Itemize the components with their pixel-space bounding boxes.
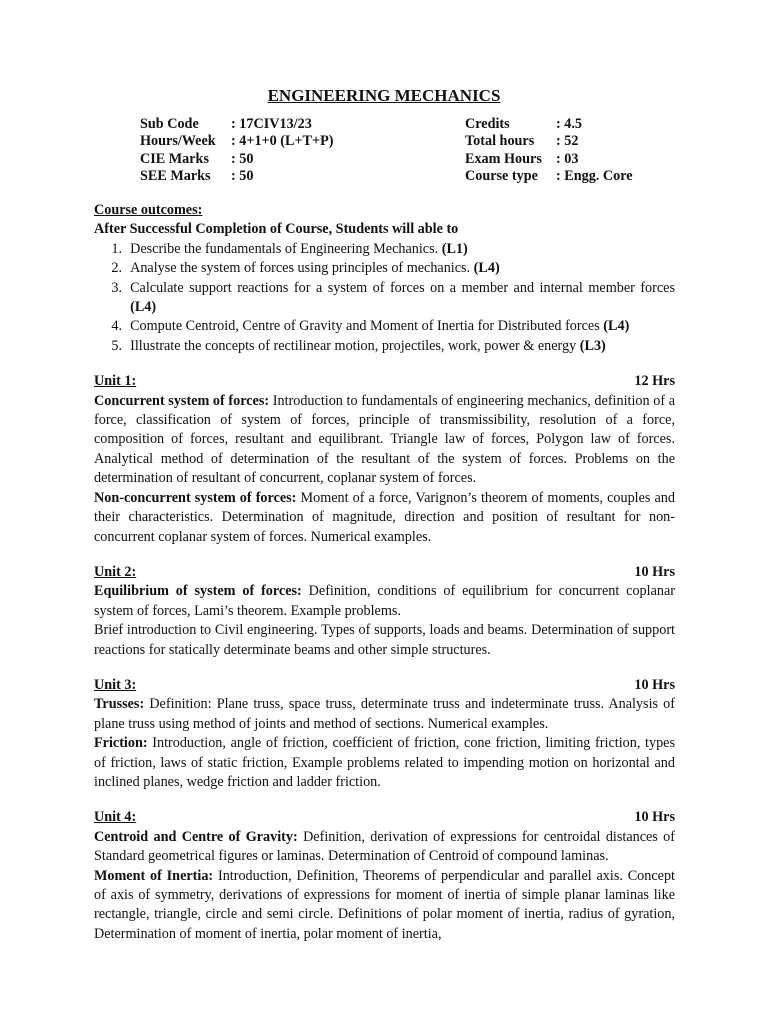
meta-value: : 17CIV13/23: [231, 116, 312, 132]
topic-heading: Friction:: [94, 735, 148, 752]
topic-heading: Non-concurrent system of forces:: [94, 489, 297, 506]
unit-label: Unit 1:: [94, 373, 137, 390]
meta-value: : 4+1+0 (L+T+P): [231, 133, 334, 150]
unit-hours: 12 Hrs: [634, 373, 675, 390]
meta-row-credits: [465, 116, 633, 133]
unit-paragraph: [94, 734, 675, 792]
meta-key: Exam Hours: [465, 150, 542, 167]
list-number: 3.: [111, 279, 122, 296]
outcome-text: Analyse the system of forces using principles of mechanics.: [130, 260, 474, 277]
meta-row-course-type: [465, 168, 633, 185]
meta-row-hours-week: [140, 133, 333, 150]
unit-paragraph: [94, 582, 675, 621]
meta-row-see-marks: [140, 168, 333, 185]
unit-paragraph: [94, 489, 675, 547]
outcome-level: (L3): [579, 337, 606, 354]
topic-text: Brief introduction to Civil engineering. Types of supports, loads and beams. Determination of support reactions for statically determinate beams and other simple structures.: [94, 622, 675, 658]
meta-key: Hours/Week: [140, 133, 216, 150]
meta-key: Course type: [465, 167, 538, 184]
outcome-level: (L4): [473, 260, 500, 277]
page-title: ENGINEERING MECHANICS: [267, 86, 501, 105]
outcome-level: (L1): [441, 240, 468, 257]
outcomes-list: [94, 240, 675, 356]
unit-heading: [94, 808, 675, 827]
outcomes-heading: Course outcomes:: [94, 202, 203, 218]
course-meta-left: [140, 116, 333, 185]
meta-key: Sub Code: [140, 116, 199, 132]
unit-label: Unit 2:: [94, 563, 137, 580]
meta-key: Total hours: [465, 133, 535, 150]
list-number: 1.: [111, 240, 122, 257]
unit-paragraph: [94, 392, 675, 489]
outcome-text: Calculate support reactions for a system of forces on a member and internal member forces: [130, 279, 675, 296]
outcomes-intro: After Successful Completion of Course, Students will able to: [94, 221, 459, 238]
topic-heading: Moment of Inertia:: [94, 867, 214, 884]
outcome-text: Compute Centroid, Centre of Gravity and Moment of Inertia for Distributed forces: [130, 318, 604, 335]
meta-value: : 4.5: [556, 116, 583, 132]
meta-value: : 52: [556, 133, 579, 150]
meta-row-exam-hours: [465, 151, 633, 168]
meta-key: Credits: [465, 116, 510, 132]
list-item: [94, 337, 675, 356]
meta-value: : Engg. Core: [556, 167, 633, 184]
outcome-text: Illustrate the concepts of rectilinear motion, projectiles, work, power & energy: [130, 337, 580, 354]
unit-heading: [94, 676, 675, 695]
unit-heading: [94, 372, 675, 391]
topic-text: Definition: Plane truss, space truss, determinate truss and indeterminate truss. Analysis of plane truss using method of joints and method of sections. Numerical examples.: [94, 696, 675, 732]
unit-1-section: [94, 372, 675, 547]
list-item: [94, 259, 675, 278]
outcome-level: (L4): [603, 318, 630, 335]
list-number: 5.: [111, 337, 122, 354]
unit-hours: 10 Hrs: [634, 809, 675, 826]
meta-key: CIE Marks: [140, 150, 209, 167]
topic-text: Introduction, angle of friction, coefficient of friction, cone friction, limiting friction, types of friction, laws of static friction, Example problems related to impending motion on horizontal and inclined planes, wedge friction and ladder friction.: [94, 735, 675, 790]
unit-paragraph: [94, 828, 675, 867]
meta-value: : 03: [556, 150, 579, 167]
outcome-text: Describe the fundamentals of Engineering Mechanics.: [130, 240, 442, 257]
unit-2-section: [94, 563, 675, 660]
list-item: [94, 240, 675, 259]
unit-paragraph: [94, 695, 675, 734]
unit-heading: [94, 563, 675, 582]
topic-text: Definition, derivation of expressions for centroidal distances of Standard geometrical figures or laminas. Determination of Centroid of compound laminas.: [94, 828, 675, 865]
unit-hours: 10 Hrs: [634, 563, 675, 580]
meta-row-sub-code: [140, 116, 333, 133]
meta-key: SEE Marks: [140, 167, 211, 184]
unit-3-section: [94, 676, 675, 792]
list-number: 4.: [111, 318, 122, 335]
list-number: 2.: [111, 260, 122, 277]
unit-label: Unit 3:: [94, 676, 137, 693]
unit-label: Unit 4:: [94, 809, 137, 826]
unit-4-section: [94, 808, 675, 944]
topic-heading: Trusses:: [94, 696, 145, 713]
topic-heading: Concurrent system of forces:: [94, 392, 270, 409]
topic-heading: Centroid and Centre of Gravity:: [94, 828, 298, 845]
unit-paragraph: [94, 867, 675, 945]
meta-value: : 50: [231, 150, 254, 167]
list-item: [94, 317, 675, 336]
course-outcomes-section: [94, 201, 675, 356]
course-meta-right: [465, 116, 633, 185]
topic-text: Moment of a force, Varignon’s theorem of moments, couples and their characteristics. Determination of magnitude, direction and position of resultant for non-concurrent coplanar system of forces. Numerical examples.: [94, 489, 675, 545]
document-body: [94, 201, 675, 944]
topic-text: Introduction to fundamentals of engineering mechanics, definition of a force, classification of system of forces, principle of transmissibility, resolution of a force, composition of forces, resultant and equilibrant. Triangle law of forces, Polygon law of forces. Analytical method of determination of the resultant of the system of forces. Problems on the determination of resultant of concurrent, coplanar system of forces.: [94, 392, 675, 487]
topic-text: Introduction, Definition, Theorems of perpendicular and parallel axis. Concept of axis of symmetry, derivations of expressions for moment of inertia of simple planar laminas like rectangle, triangle, circle and semi circle. Definitions of polar moment of inertia, radius of gyration, Determination of moment of inertia, polar moment of inertia,: [94, 867, 675, 942]
meta-row-cie-marks: [140, 151, 333, 168]
list-item: [94, 279, 675, 318]
meta-value: : 50: [231, 167, 254, 184]
topic-heading: Equilibrium of system of forces:: [94, 583, 302, 600]
topic-text: Definition, conditions of equilibrium for concurrent coplanar system of forces, Lami’s theorem. Example problems.: [94, 583, 676, 619]
outcome-level: (L4): [130, 299, 157, 316]
unit-paragraph: [94, 621, 675, 660]
unit-hours: 10 Hrs: [634, 676, 675, 693]
meta-row-total-hours: [465, 133, 633, 150]
